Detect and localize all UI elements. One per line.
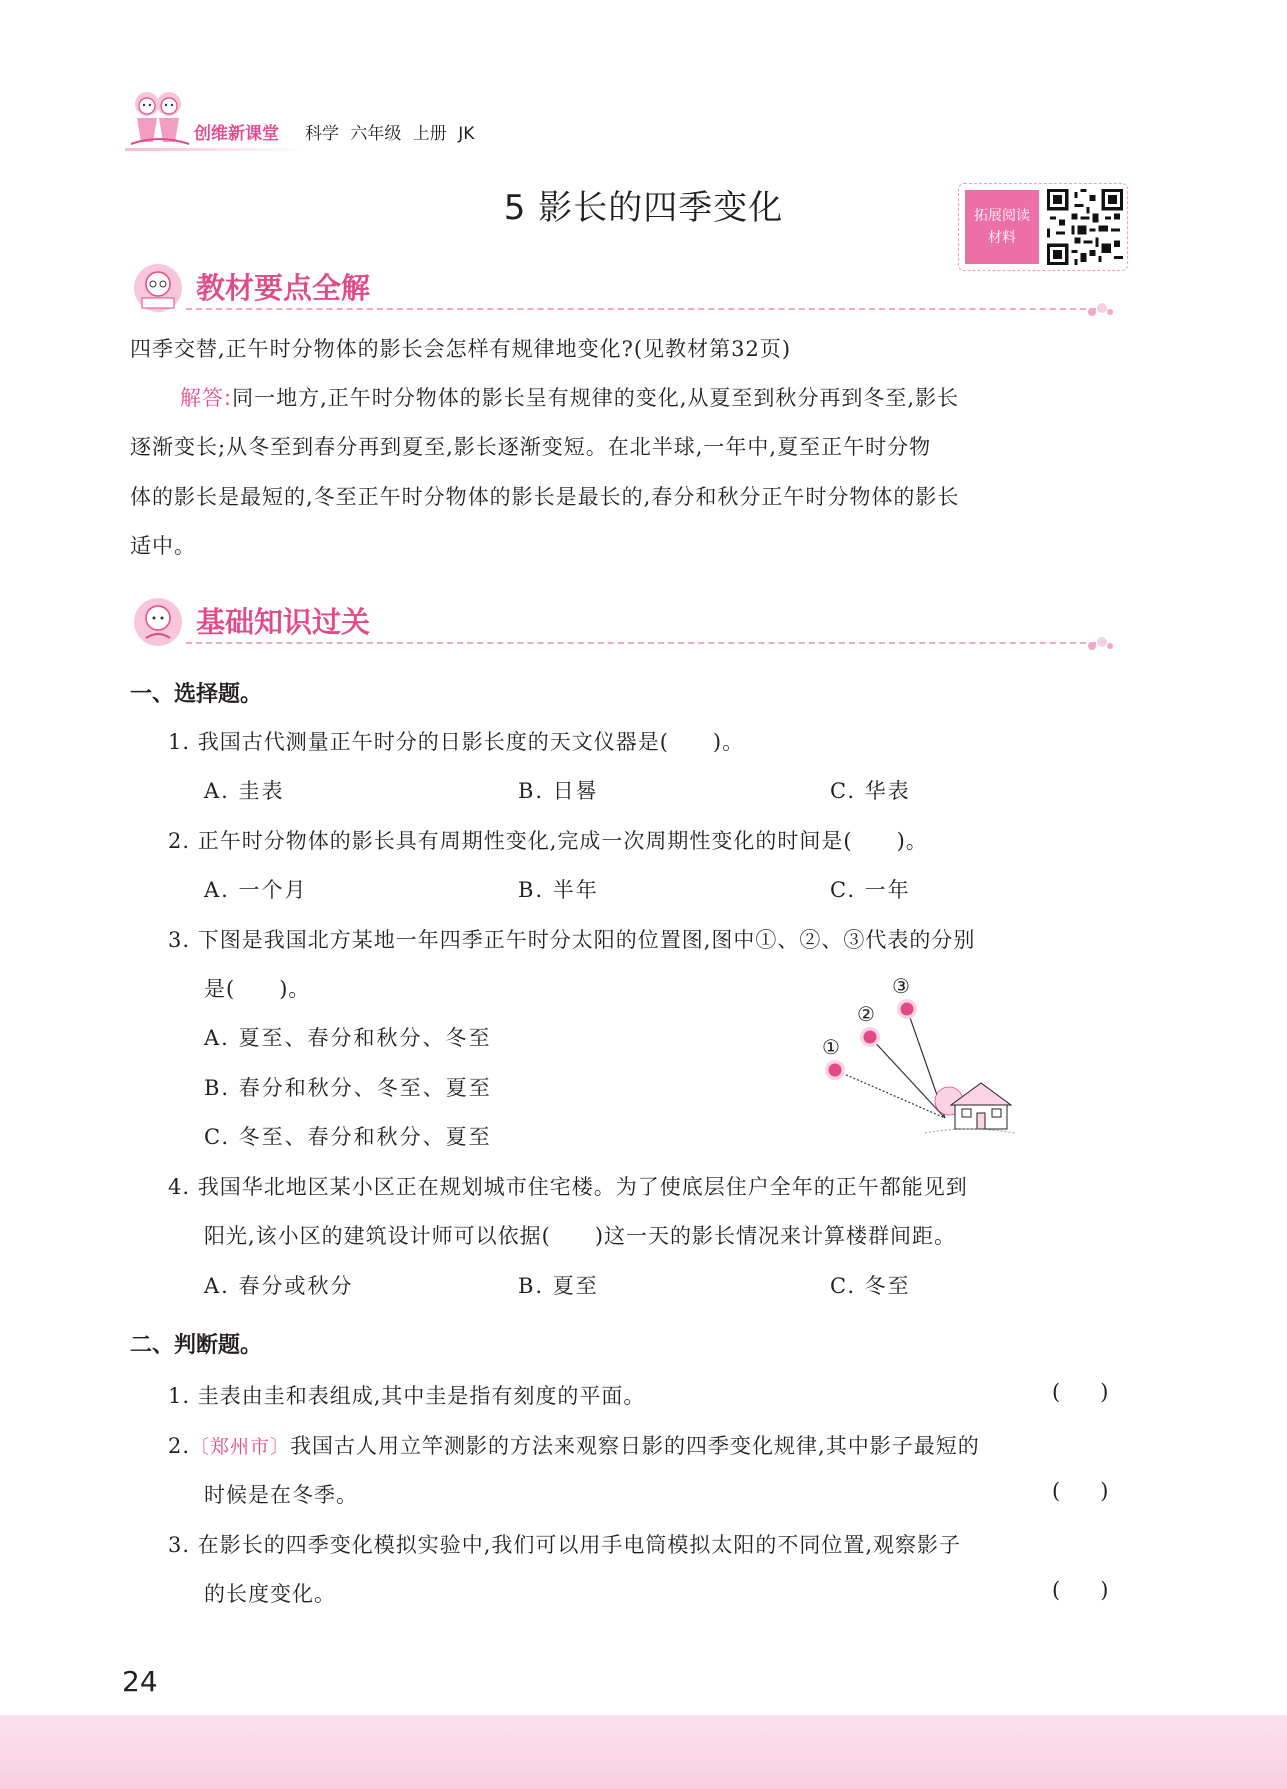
section-heading-label: 教材要点全解 [196,271,371,305]
q1-option-a[interactable]: A. 圭表 [204,779,285,803]
question-1: 1. 我国古代测量正午时分的日影长度的天文仪器是( )。 [168,730,745,754]
qr-label [965,190,1039,264]
page-title: 5 影长的四季变化 [503,188,784,228]
page-number: 24 [122,1665,158,1698]
answer-label: 解答: [180,386,233,410]
marker-3: ③ [892,975,910,998]
section-heading-label: 基础知识过关 [196,605,371,639]
answer-line-1 [180,382,959,412]
judgment-1-answer-bracket[interactable]: () [1052,1380,1149,1404]
book-subject: 科学 六年级 上册 JK [305,124,475,144]
q3-option-a[interactable]: A. 夏至、春分和秋分、冬至 [204,1026,492,1050]
q4-option-b[interactable]: B. 夏至 [518,1274,599,1298]
answer-text-1: 同一地方,正午时分物体的影长呈有规律的变化,从夏至到秋分再到冬至,影长 [232,386,960,410]
q4-option-a[interactable]: A. 春分或秋分 [204,1274,354,1298]
judgment-3-answer-bracket[interactable]: () [1052,1578,1149,1602]
student-mascot-icon [130,596,186,648]
answer-line-3: 体的影长是最短的,冬至正午时分物体的影长是最长的,春分和秋分正午时分物体的影长 [130,485,960,509]
answer-line-2: 逐渐变长;从冬至到春分再到夏至,影长逐渐变短。在北半球,一年中,夏至正午时分物 [130,435,932,459]
q2-option-a[interactable]: A. 一个月 [204,878,308,902]
brand-name: 创维新课堂 [194,124,279,144]
question-3-line-1: 3. 下图是我国北方某地一年四季正午时分太阳的位置图,图中①、②、③代表的分别 [168,928,976,952]
page-header [125,86,525,156]
judgment-2-line-1 [168,1430,980,1460]
q2-option-b[interactable]: B. 半年 [518,878,599,902]
question-2: 2. 正午时分物体的影长具有周期性变化,完成一次周期性变化的时间是( )。 [168,829,928,853]
marker-2: ② [857,1002,875,1026]
house-icon [925,1083,1015,1133]
dashed-divider [186,642,1096,644]
q4-option-c[interactable]: C. 冬至 [830,1274,911,1298]
sun-1-icon [825,1060,845,1080]
part-title-judgment: 二、判断题。 [130,1333,263,1358]
header-underline [125,148,305,151]
sun-3-icon [897,999,917,1019]
q3-option-c[interactable]: C. 冬至、春分和秋分、夏至 [204,1125,492,1149]
teacher-mascot-icon [130,262,186,314]
judgment-2-line-2: 时候是在冬季。 [204,1483,358,1507]
dashed-divider [186,308,1096,310]
answer-line-4: 适中。 [130,534,196,558]
mascot-kids-icon [125,86,193,152]
question-4-line-1: 4. 我国华北地区某小区正在规划城市住宅楼。为了使底层住户全年的正午都能见到 [168,1175,968,1199]
sun-position-diagram [795,975,1045,1155]
question-4-line-2: 阳光,该小区的建筑设计师可以依据( )这一天的影长情况来计算楼群间距。 [204,1224,957,1248]
footer-band [0,1715,1287,1789]
qr-label-line2: 材料 [988,230,1016,246]
q1-option-b[interactable]: B. 日晷 [518,779,599,803]
qr-label-line1: 拓展阅读 [974,208,1030,224]
region-tag: 〔郑州市〕 [190,1436,291,1458]
judgment-2-text: 我国古人用立竿测影的方法来观察日影的四季变化规律,其中影子最短的 [290,1434,980,1458]
judgment-3-line-2: 的长度变化。 [204,1582,336,1606]
question-3-line-2: 是( )。 [204,977,311,1001]
marker-1: ① [822,1035,840,1059]
judgment-3-line-1: 3. 在影长的四季变化模拟实验中,我们可以用手电筒模拟太阳的不同位置,观察影子 [168,1533,962,1557]
judgment-1: 1. 圭表由圭和表组成,其中圭是指有刻度的平面。 [168,1384,646,1408]
q1-option-c[interactable]: C. 华表 [830,779,911,803]
section-heading-basic-knowledge [130,592,1130,652]
key-question: 四季交替,正午时分物体的影长会怎样有规律地变化?(见教材第32页) [130,337,792,361]
section-heading-key-points [130,258,1130,318]
sun-2-icon [860,1027,880,1047]
judgment-2-number: 2. [168,1434,191,1458]
judgment-2-answer-bracket[interactable]: () [1052,1479,1149,1503]
decorative-dots-icon [1086,632,1114,652]
decorative-dots-icon [1086,298,1114,318]
q3-option-b[interactable]: B. 春分和秋分、冬至、夏至 [204,1076,492,1100]
q2-option-c[interactable]: C. 一年 [830,878,911,902]
qr-code-icon[interactable] [1047,189,1123,265]
part-title-choice: 一、选择题。 [130,682,263,707]
